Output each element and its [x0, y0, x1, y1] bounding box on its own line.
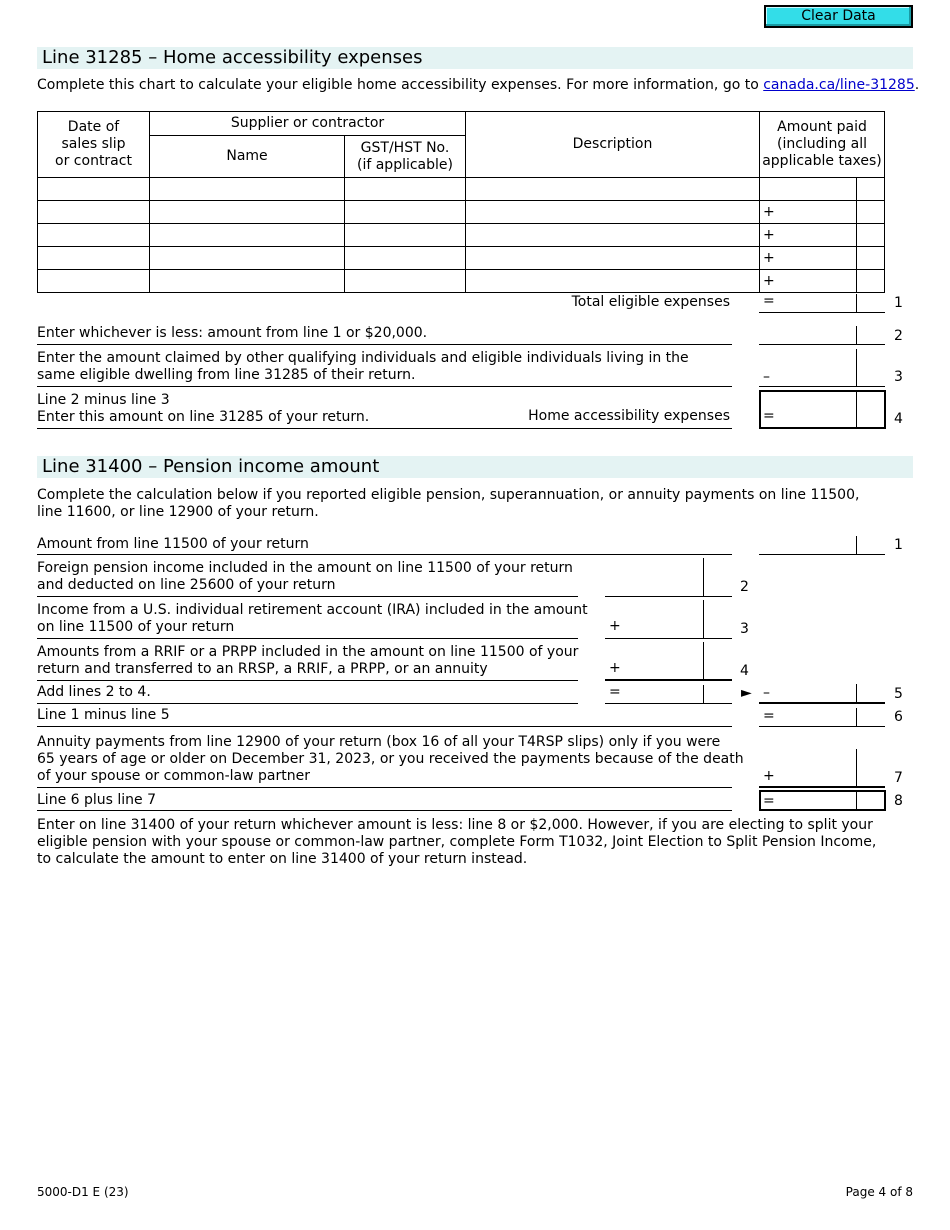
name-input[interactable] — [150, 178, 345, 201]
page-number: Page 4 of 8 — [845, 1185, 913, 1199]
gst-input[interactable] — [345, 178, 466, 201]
date-input[interactable] — [38, 201, 150, 224]
home-accessibility-label: Home accessibility expenses — [528, 408, 730, 424]
line-number: 6 — [894, 709, 903, 725]
gst-input[interactable] — [345, 201, 466, 224]
line2-input[interactable] — [759, 344, 885, 345]
name-input[interactable] — [150, 201, 345, 224]
line3-input[interactable] — [759, 386, 885, 387]
p-line8-input[interactable] — [759, 790, 886, 811]
p-line5-text: Add lines 2 to 4. — [37, 684, 151, 700]
line-number: 1 — [894, 295, 903, 311]
arrow-right-icon: ► — [741, 685, 752, 701]
description-input[interactable] — [466, 270, 760, 293]
plus-sign: + — [609, 618, 621, 634]
description-input[interactable] — [466, 224, 760, 247]
p-line3-text: Income from a U.S. individual retirement account (IRA) included in the amount on line 11500 of your return — [37, 602, 588, 635]
header-date: Date of sales slip or contract — [38, 112, 150, 178]
closing-instructions: Enter on line 31400 of your return whichever amount is less: line 8 or $2,000. However, if you are electing to split your eligible pension with your spouse or common-law partner, complete Form T1032, Joint Election to Split Pension Income, to calculate the amount to enter on line 31400 of your return instead. — [37, 817, 877, 867]
description-input[interactable] — [466, 178, 760, 201]
equals-sign: = — [763, 408, 775, 424]
amount-input[interactable] — [760, 178, 857, 201]
table-row — [38, 201, 885, 224]
form-id: 5000-D1 E (23) — [37, 1185, 129, 1199]
header-amount: Amount paid (including all applicable taxes) — [760, 112, 885, 178]
minus-sign: – — [763, 685, 770, 701]
equals-sign: = — [609, 684, 621, 700]
line3-text: Enter the amount claimed by other qualifying individuals and eligible individuals living in the same eligible dwelling from line 31285 of their return. — [37, 350, 689, 383]
amount-cents-input[interactable] — [857, 224, 885, 247]
description-input[interactable] — [466, 247, 760, 270]
p-line8-text: Line 6 plus line 7 — [37, 792, 156, 808]
p-line2-text: Foreign pension income included in the amount on line 11500 of your return and deducted on line 25600 of your return — [37, 560, 573, 593]
table-row — [38, 247, 885, 270]
line2-text: Enter whichever is less: amount from line 1 or $20,000. — [37, 325, 428, 341]
plus-sign: + — [609, 660, 621, 676]
total-input[interactable] — [759, 312, 885, 313]
line-number: 5 — [894, 686, 903, 702]
amount-input[interactable]: + — [760, 201, 857, 224]
table-row — [38, 224, 885, 247]
p-line1-input[interactable] — [759, 554, 885, 555]
line-number: 3 — [740, 621, 749, 637]
clear-data-button[interactable]: Clear Data — [764, 5, 913, 28]
p-line5-input[interactable] — [759, 702, 885, 704]
p-line4-input[interactable] — [605, 679, 732, 681]
name-input[interactable] — [150, 270, 345, 293]
gst-input[interactable] — [345, 270, 466, 293]
amount-cents-input[interactable] — [857, 270, 885, 293]
header-description: Description — [466, 112, 760, 178]
p-line6-input[interactable] — [759, 726, 885, 727]
header-supplier: Supplier or contractor — [150, 112, 466, 136]
date-input[interactable] — [38, 224, 150, 247]
amount-cents-input[interactable] — [857, 178, 885, 201]
header-gst: GST/HST No. (if applicable) — [345, 136, 466, 178]
p-line7-text: Annuity payments from line 12900 of your return (box 16 of all your T4RSP slips) only if you were 65 years of age or older on December 31, 2023, or you received the payments because of the death of your spouse or common-law partner — [37, 734, 744, 784]
line-number: 4 — [740, 663, 749, 679]
gst-input[interactable] — [345, 247, 466, 270]
table-row — [38, 178, 885, 201]
line4-input[interactable] — [759, 390, 886, 429]
header-name: Name — [150, 136, 345, 178]
p-line7-input[interactable] — [759, 786, 885, 788]
line-number: 3 — [894, 369, 903, 385]
line-number: 2 — [894, 328, 903, 344]
p-line6-text: Line 1 minus line 5 — [37, 707, 170, 723]
equals-sign: = — [763, 793, 775, 809]
p-line2-input[interactable] — [605, 596, 732, 597]
amount-cents-input[interactable] — [857, 247, 885, 270]
p-line1-text: Amount from line 11500 of your return — [37, 536, 309, 552]
line-31285-link[interactable]: canada.ca/line-31285 — [763, 77, 915, 93]
amount-input[interactable]: + — [760, 270, 857, 293]
line-number: 4 — [894, 411, 903, 427]
date-input[interactable] — [38, 270, 150, 293]
equals-sign: = — [763, 293, 775, 309]
line4-text: Line 2 minus line 3 Enter this amount on line 31285 of your return. — [37, 392, 370, 425]
description-input[interactable] — [466, 201, 760, 224]
line-number: 2 — [740, 579, 749, 595]
section-intro-31400: Complete the calculation below if you reported eligible pension, superannuation, or annuity payments on line 11500, line 11600, or line 12900 of your return. — [37, 487, 860, 520]
total-eligible-label: Total eligible expenses — [571, 294, 730, 310]
p-line3-input[interactable] — [605, 638, 732, 639]
plus-sign: + — [763, 768, 775, 784]
amount-input[interactable]: + — [760, 224, 857, 247]
line-number: 8 — [894, 793, 903, 809]
gst-input[interactable] — [345, 224, 466, 247]
section-intro-31285: Complete this chart to calculate your eligible home accessibility expenses. For more information, go to canada.ca/line-31285. — [37, 77, 920, 93]
date-input[interactable] — [38, 247, 150, 270]
amount-input[interactable]: + — [760, 247, 857, 270]
p-line4-text: Amounts from a RRIF or a PRPP included in the amount on line 11500 of your return and transferred to an RRSP, a RRIF, a PRPP, or an annuity — [37, 644, 579, 677]
line-number: 7 — [894, 770, 903, 786]
p-line5-subtotal[interactable] — [605, 703, 732, 704]
name-input[interactable] — [150, 247, 345, 270]
expenses-chart — [37, 111, 885, 293]
name-input[interactable] — [150, 224, 345, 247]
date-input[interactable] — [38, 178, 150, 201]
amount-cents-input[interactable] — [857, 201, 885, 224]
line-number: 1 — [894, 537, 903, 553]
section-title-31285: Line 31285 – Home accessibility expenses — [37, 47, 913, 69]
table-row — [38, 270, 885, 293]
equals-sign: = — [763, 708, 775, 724]
minus-sign: – — [763, 369, 770, 385]
section-title-31400: Line 31400 – Pension income amount — [37, 456, 913, 478]
